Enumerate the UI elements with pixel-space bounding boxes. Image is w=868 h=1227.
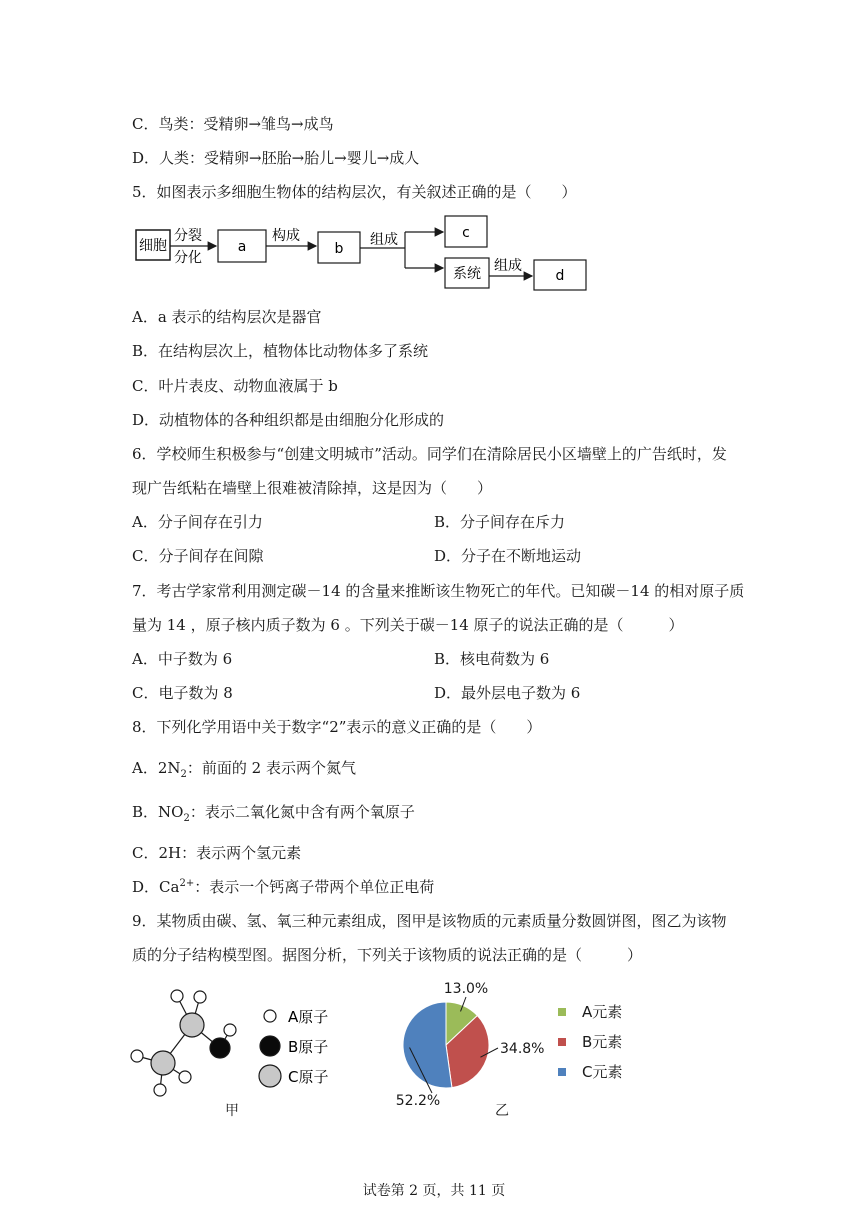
q8-stem: 8．下列化学用语中关于数字“2”表示的意义正确的是（ ） xyxy=(132,718,542,736)
pie-data-label-1: 34.8% xyxy=(500,1041,545,1057)
q6-stem-line1: 6．学校师生积极参与“创建文明城市”活动。同学们在清除居民小区墙壁上的广告纸时，发 xyxy=(132,445,727,463)
q8-b-sub: 2 xyxy=(183,813,190,824)
q8-a-text: ：前面的 2 表示两个氮气 xyxy=(186,759,356,777)
cell-label: 细胞 xyxy=(139,238,167,254)
q8-a-label: A． xyxy=(132,759,158,777)
c-atom xyxy=(180,1013,204,1037)
q8-option-b xyxy=(132,801,415,824)
q8-d-text: ：表示一个钙离子带两个单位正电荷 xyxy=(194,878,435,896)
a-label: a xyxy=(237,239,247,255)
legend-swatch-2 xyxy=(558,1068,566,1076)
b-atom xyxy=(210,1038,230,1058)
h-atom xyxy=(179,1071,191,1083)
q5-stem: 5．如图表示多细胞生物体的结构层次，有关叙述正确的是（ ） xyxy=(132,183,577,201)
q8-a-sub: 2 xyxy=(180,769,187,780)
form2-label: 组成 xyxy=(494,258,522,274)
d-label: d xyxy=(555,268,565,284)
b-atom-swatch xyxy=(260,1036,280,1056)
differentiate-label: 分化 xyxy=(174,250,202,266)
split-label: 分裂 xyxy=(174,228,202,244)
h-atom xyxy=(154,1084,166,1096)
q8-b-text: ：表示二氧化氮中含有两个氧原子 xyxy=(189,803,415,821)
q6-option-b: B．分子间存在斥力 xyxy=(434,513,566,531)
q8-d-formula: Ca xyxy=(159,878,180,896)
q9-stem-line1: 9．某物质由碳、氢、氧三种元素组成，图甲是该物质的元素质量分数圆饼图，图乙为该物 xyxy=(132,912,727,930)
pie-data-label-0: 13.0% xyxy=(443,981,489,997)
b-atom-legend-label: B原子 xyxy=(288,1038,329,1056)
h-atom xyxy=(171,990,183,1002)
system-label: 系统 xyxy=(453,266,481,282)
c-atom xyxy=(151,1051,175,1075)
q7-option-c: C．电子数为 8 xyxy=(132,684,233,702)
legend-label-0: A元素 xyxy=(582,1003,623,1021)
q8-b-label: B． xyxy=(132,803,159,821)
q7-stem-line1: 7．考古学家常利用测定碳－14 的含量来推断该生物死亡的年代。已知碳－14 的相对原子质 xyxy=(132,582,745,600)
pie-data-label-2: 52.2% xyxy=(395,1093,441,1109)
q8-a-formula: 2N xyxy=(157,759,181,777)
q6-option-c: C．分子间存在间隙 xyxy=(132,547,264,565)
c-atom-swatch xyxy=(259,1065,281,1087)
compose-label: 构成 xyxy=(272,228,300,244)
a-atom-legend-label: A原子 xyxy=(288,1008,329,1026)
q8-d-sup: 2+ xyxy=(179,878,195,889)
q5-option-d: D．动植物体的各种组织都是由细胞分化形成的 xyxy=(132,411,445,429)
atom-legend xyxy=(255,1003,355,1093)
legend-swatch-1 xyxy=(558,1038,566,1046)
q5-option-a: A．a 表示的结构层次是器官 xyxy=(132,308,322,326)
q4-option-d: D．人类：受精卵→胚胎→胎儿→婴儿→成人 xyxy=(132,149,420,167)
b-label: b xyxy=(334,241,344,257)
q7-option-b: B．核电荷数为 6 xyxy=(434,650,550,668)
q6-option-a: A．分子间存在引力 xyxy=(132,513,263,531)
q5-option-b: B．在结构层次上，植物体比动物体多了系统 xyxy=(132,342,429,360)
element-mass-pie-chart xyxy=(380,975,640,1110)
q8-d-label: D． xyxy=(132,878,160,896)
q8-option-d xyxy=(132,876,434,897)
legend-label-1: B元素 xyxy=(582,1033,623,1051)
h-atom xyxy=(194,991,206,1003)
q6-stem-line2: 现广告纸粘在墙壁上很难被清除掉，这是因为（ ） xyxy=(132,479,493,497)
molecular-model-figure xyxy=(125,985,250,1105)
q7-option-d: D．最外层电子数为 6 xyxy=(434,684,581,702)
a-atom-swatch xyxy=(264,1010,276,1022)
q5-option-c: C．叶片表皮、动物血液属于 b xyxy=(132,377,338,395)
structure-hierarchy-diagram xyxy=(130,210,600,300)
legend-label-2: C元素 xyxy=(582,1063,623,1081)
h-atom xyxy=(131,1050,143,1062)
q8-option-c: C．2H：表示两个氢元素 xyxy=(132,844,302,862)
label-jia: 甲 xyxy=(225,1103,239,1119)
q8-option-a xyxy=(132,757,356,780)
q7-option-a: A．中子数为 6 xyxy=(132,650,233,668)
form1-label: 组成 xyxy=(370,232,398,248)
q8-b-formula: NO xyxy=(158,803,184,821)
h-atom xyxy=(224,1024,236,1036)
q9-stem-line2: 质的分子结构模型图。据图分析，下列关于该物质的说法正确的是（ ） xyxy=(132,946,643,964)
legend-swatch-0 xyxy=(558,1008,566,1016)
pie-slice-2 xyxy=(403,1002,452,1088)
c-atom-legend-label: C原子 xyxy=(288,1068,329,1086)
q7-stem-line2: 量为 14 ，原子核内质子数为 6 。下列关于碳－14 原子的说法正确的是（ ） xyxy=(132,616,684,634)
q4-option-c: C．鸟类：受精卵→雏鸟→成鸟 xyxy=(132,115,334,133)
c-label: c xyxy=(462,225,470,241)
label-yi: 乙 xyxy=(495,1103,509,1119)
page-footer: 试卷第 2 页，共 11 页 xyxy=(362,1183,506,1199)
q6-option-d: D．分子在不断地运动 xyxy=(434,547,582,565)
